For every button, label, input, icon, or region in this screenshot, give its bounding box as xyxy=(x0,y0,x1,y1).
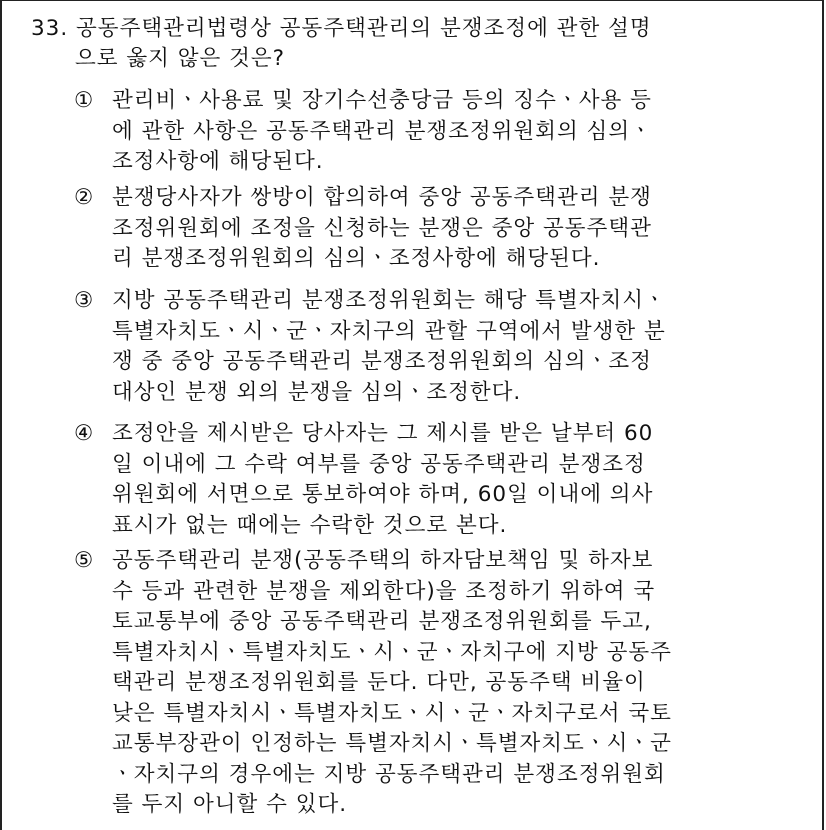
option-number: ② xyxy=(74,185,95,210)
option-text-line: 를 두지 아니할 수 있다. xyxy=(112,792,348,817)
option-number: ① xyxy=(74,88,95,113)
option-text-line: 택관리 분쟁조정위원회를 둔다. 다만, 공동주택 비율이 xyxy=(112,670,646,695)
option-text-line: 조정사항에 해당된다. xyxy=(112,149,324,174)
option-text-line: 수 등과 관련한 분쟁을 제외한다)을 조정하기 위하여 국 xyxy=(112,578,656,604)
option-4[interactable] xyxy=(74,419,774,541)
option-text-line: 대상인 분쟁 외의 분쟁을 심의ㆍ조정한다. xyxy=(112,379,522,405)
question-stem xyxy=(31,14,801,74)
option-text-line: ㆍ자치구의 경우에는 지방 공동주택관리 분쟁조정위원회 xyxy=(112,761,666,787)
option-5[interactable] xyxy=(74,546,774,821)
option-1[interactable] xyxy=(74,86,774,178)
option-text-line: 특별자치도ㆍ시ㆍ군ㆍ자치구의 관할 구역에서 발생한 분 xyxy=(112,318,666,344)
option-text-line: 에 관한 사항은 공동주택관리 분쟁조정위원회의 심의ㆍ xyxy=(112,118,652,144)
option-number: ④ xyxy=(74,421,95,446)
option-number: ⑤ xyxy=(74,548,95,573)
option-text-line: 일 이내에 그 수락 여부를 중앙 공동주택관리 분쟁조정 xyxy=(112,451,646,477)
question-stem-line: 으로 옳지 않은 것은? xyxy=(75,46,286,71)
option-text-line: 관리비ㆍ사용료 및 장기수선충당금 등의 징수ㆍ사용 등 xyxy=(112,88,652,113)
option-text-line: 쟁 중 중앙 공동주택관리 분쟁조정위원회의 심의ㆍ조정 xyxy=(112,349,652,374)
option-text-line: 공동주택관리 분쟁(공동주택의 하자담보책임 및 하자보 xyxy=(112,548,654,573)
option-text-line: 분쟁당사자가 쌍방이 합의하여 중앙 공동주택관리 분쟁 xyxy=(112,185,652,210)
option-text-line: 조정안을 제시받은 당사자는 그 제시를 받은 날부터 60 xyxy=(112,421,654,446)
option-text-line: 위원회에 서면으로 통보하여야 하며, 60일 이내에 의사 xyxy=(112,482,654,507)
option-text-line: 표시가 없는 때에는 수락한 것으로 본다. xyxy=(112,512,508,538)
option-2[interactable] xyxy=(74,183,774,275)
option-text-line: 교통부장관이 인정하는 특별자치시ㆍ특별자치도ㆍ시ㆍ군 xyxy=(112,731,672,756)
option-text-line: 낮은 특별자치시ㆍ특별자치도ㆍ시ㆍ군ㆍ자치구로서 국토 xyxy=(112,700,672,726)
option-text-line: 지방 공동주택관리 분쟁조정위원회는 해당 특별자치시ㆍ xyxy=(112,288,666,313)
option-text-line: 리 분쟁조정위원회의 심의ㆍ조정사항에 해당된다. xyxy=(112,246,601,271)
option-text-line: 조정위원회에 조정을 신청하는 분쟁은 중앙 공동주택관 xyxy=(112,215,652,241)
option-text-line: 토교통부에 중앙 공동주택관리 분쟁조정위원회를 두고, xyxy=(112,609,652,634)
option-3[interactable] xyxy=(74,286,774,408)
option-text-line: 특별자치시ㆍ특별자치도ㆍ시ㆍ군ㆍ자치구에 지방 공동주 xyxy=(112,639,672,665)
question-stem-line: 33. 공동주택관리법령상 공동주택관리의 분쟁조정에 관한 설명 xyxy=(31,16,652,41)
option-number: ③ xyxy=(74,288,95,313)
